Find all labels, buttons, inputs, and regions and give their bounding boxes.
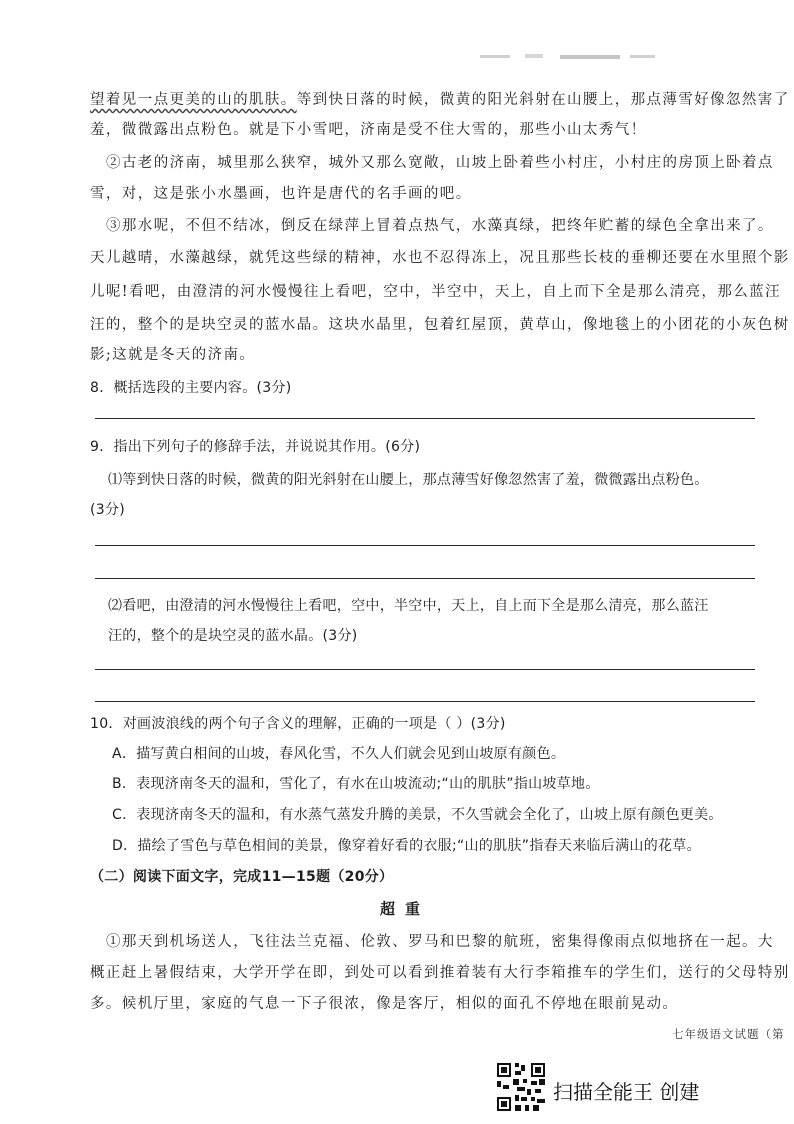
- answer-line: [95, 669, 755, 670]
- paragraph-3-line: 汪的，整个的是块空灵的蓝水晶。这块水晶里，包着红屋顶，黄草山，像地毯上的小团花的小灰色树: [90, 317, 790, 333]
- option-a: A．描写黄白相间的山坡，春风化雪，不久人们就会见到山坡原有颜色。: [112, 746, 566, 762]
- question-9: 9．指出下列句子的修辞手法，并说说其作用。(6分): [90, 439, 421, 455]
- passage-text: 等到快日落的时候，微黄的阳光斜射在山腰上，那点薄雪好像忽然害了: [296, 92, 790, 108]
- option-c: C．表现济南冬天的温和，有水蒸气蒸发升腾的美景，不久雪就会全化了，山坡上原有颜色更美。: [112, 807, 723, 823]
- option-b: B．表现济南冬天的温和，雪化了，有水在山坡流动;“山的肌肤”指山坡草地。: [112, 776, 600, 792]
- qr-code-icon: [497, 1063, 545, 1111]
- article-line: 多。候机厅里，家庭的气息一下子很浓，像是客厅，相似的面孔不停地在眼前晃动。: [90, 996, 679, 1012]
- scan-smudge: [480, 52, 660, 62]
- answer-line: [95, 418, 755, 419]
- paragraph-3-line: 影;这就是冬天的济南。: [90, 347, 256, 363]
- passage-line: [90, 90, 790, 110]
- question-9-sub1: ⑴等到快日落的时候，微黄的阳光斜射在山腰上，那点薄雪好像忽然害了羞，微微露出点粉色。: [108, 472, 709, 488]
- question-9-sub2: ⑵看吧，由澄清的河水慢慢往上看吧，空中，半空中，天上，自上而下全是那么清亮，那么蓝汪: [108, 598, 709, 614]
- paragraph-3-line: 天儿越晴，水藻越绿，就凭这些绿的精神，水也不忍得冻上，况且那些长枝的垂柳还要在水里照个影: [90, 250, 790, 266]
- article-line: 概正赶上暑假结束，大学开学在即，到处可以看到推着装有大行李箱推车的学生们，送行的父母特别: [90, 965, 790, 981]
- question-8: 8．概括选段的主要内容。(3分): [90, 380, 292, 396]
- wavy-underlined-sentence: 望着见一点更美的山的肌肤。: [90, 92, 297, 108]
- paragraph-3-line: 儿呢!看吧，由澄清的河水慢慢往上看吧，空中，半空中，天上，自上而下全是那么清亮，那么蓝汪: [90, 284, 781, 300]
- article-title: 超重: [380, 900, 431, 918]
- question-10: 10．对画波浪线的两个句子含义的理解，正确的一项是（ ）(3分): [90, 716, 506, 732]
- paragraph-2-line: ②古老的济南，城里那么狭窄，城外又那么宽敞，山坡上卧着些小村庄，小村庄的房顶上卧着点: [106, 155, 774, 171]
- passage-line: 羞，微微露出点粉色。就是下小雪吧，济南是受不住大雪的，那些小山太秀气！: [90, 122, 647, 138]
- answer-line: [95, 578, 755, 579]
- scanner-watermark-label: 扫描全能王 创建: [553, 1080, 700, 1104]
- article-line: ①那天到机场送人，飞往法兰克福、伦敦、罗马和巴黎的航班，密集得像雨点似地挤在一起。大: [106, 934, 774, 950]
- question-9-sub1-score: (3分): [90, 502, 126, 518]
- paragraph-3-line: ③那水呢，不但不结冰，倒反在绿萍上冒着点热气，水藻真绿，把终年贮蓄的绿色全拿出来了。: [106, 218, 774, 234]
- paragraph-2-line: 雪，对，这是张小水墨画，也许是唐代的名手画的吧。: [90, 186, 472, 202]
- option-d: D．描绘了雪色与草色相间的美景，像穿着好看的衣服;“山的肌肤”指春天来临后满山的花草。: [112, 838, 701, 854]
- question-9-sub2-cont: 汪的，整个的是块空灵的蓝水晶。(3分): [108, 628, 358, 644]
- exam-page-label: 七年级语文试题（第: [672, 1027, 785, 1041]
- answer-line: [95, 545, 755, 546]
- answer-line: [95, 701, 755, 702]
- section-heading: （二）阅读下面文字，完成11—15题（20分）: [90, 869, 394, 885]
